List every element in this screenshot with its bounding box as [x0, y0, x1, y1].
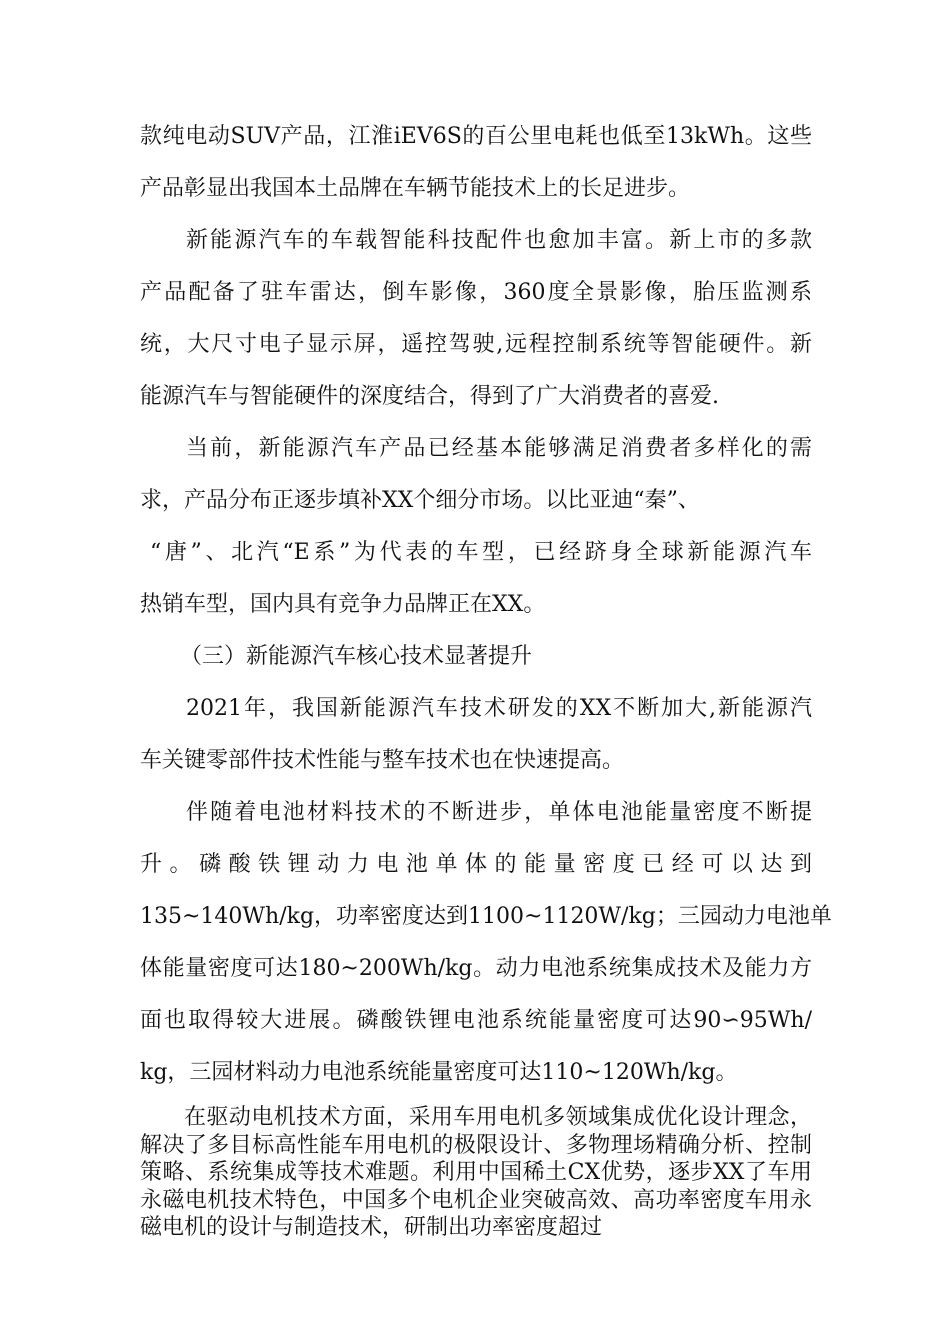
- text-line: 体能量密度可达180~200Wh/kg。动力电池系统集成技术及能力方: [140, 956, 812, 981]
- text-line: 款纯电动SUV产品，江淮iEV6S的百公里电耗也低至13kWh。这些: [140, 124, 812, 149]
- text-line: 热销车型，国内具有竞争力品牌正在XX。: [140, 592, 546, 617]
- text-line: kg，三园材料动力电池系统能量密度可达110~120Wh/kg。: [140, 1060, 738, 1085]
- paragraph-text: 在驱动电机技术方面，采用车用电机多领域集成优化设计理念，解决了多目标高性能车用电机的极限设计、多物理场精确分析、控制策略、系统集成等技术难题。利用中国稀土CX优势，逐步XX了车用永磁电机技术特色，中国多个电机企业突破高效、高功率密度车用永磁电机的设计与制造技术，研制出功率密度超过: [140, 1105, 812, 1240]
- text-line: 产品配备了驻车雷达，倒车影像，360度全景影像，胎压监测系: [140, 280, 812, 305]
- text-line: 2021年，我国新能源汽车技术研发的XX不断加大,新能源汽: [186, 696, 812, 721]
- text-line: 新能源汽车的车载智能科技配件也愈加丰富。新上市的多款: [186, 228, 812, 253]
- text-line: 升。磷酸铁锂动力电池单体的能量密度已经可以达到: [140, 852, 812, 877]
- text-line: 当前，新能源汽车产品已经基本能够满足消费者多样化的需: [186, 436, 812, 461]
- text-line: 伴随着电池材料技术的不断进步，单体电池能量密度不断提: [186, 800, 812, 825]
- text-line: 面也取得较大进展。磷酸铁锂电池系统能量密度可达90∽95Wh/: [140, 1008, 812, 1033]
- text-line: 车关键零部件技术性能与整车技术也在快速提高。: [140, 748, 625, 773]
- text-line: “唐”、北汽“E系”为代表的车型，已经跻身全球新能源汽车: [150, 540, 812, 565]
- text-line: 统，大尺寸电子显示屏，遥控驾驶,远程控制系统等智能硬件。新: [140, 332, 812, 357]
- text-line: 求，产品分布正逐步填补XX个细分市场。以比亚迪“秦”、: [140, 488, 700, 513]
- text-line: 能源汽车与智能硬件的深度结合，得到了广大消费者的喜爱.: [140, 384, 719, 409]
- final-paragraph: [140, 1104, 812, 1242]
- text-line: 135~140Wh/kg，功率密度达到1100~1120W/kg；三园动力电池单: [140, 904, 832, 929]
- text-line: 产品彰显出我国本土品牌在车辆节能技术上的长足进步。: [140, 176, 691, 201]
- section-heading: （三）新能源汽车核心技术显著提升: [180, 644, 533, 669]
